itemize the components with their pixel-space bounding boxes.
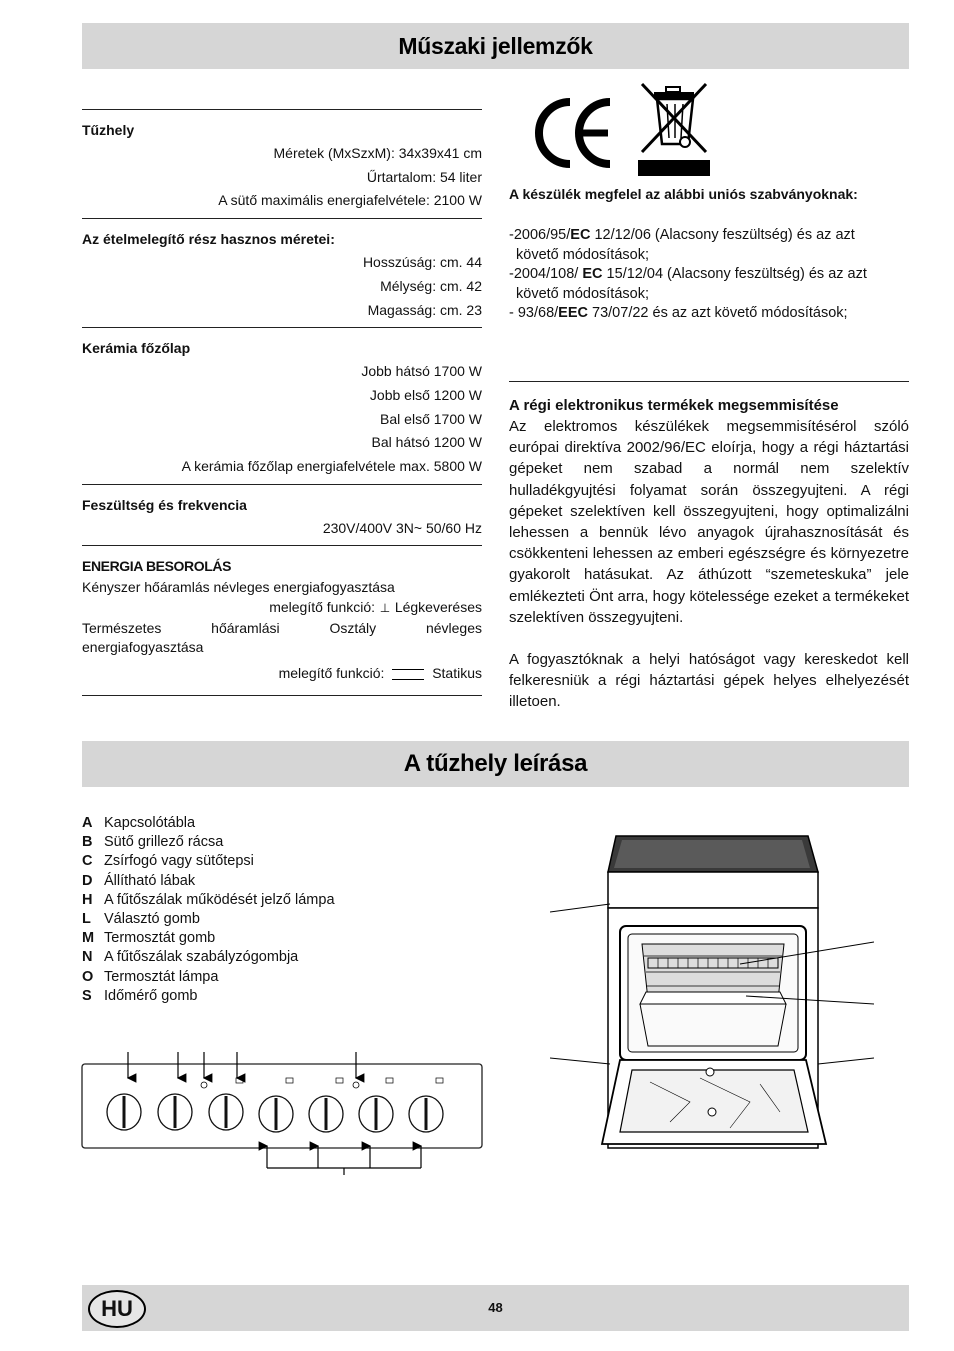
spec-line: A sütő maximális energiafelvétele: 2100 W — [218, 192, 482, 209]
spec-line: 230V/400V 3N~ 50/60 Hz — [322, 519, 482, 536]
spec-line: Mélység: cm. 42 — [380, 277, 482, 294]
energy-func-label: melegítő funkció: — [269, 599, 376, 616]
std-rest: 15/12/04 (Alacsony feszültség) és az azt — [602, 266, 867, 282]
legend-key: H — [82, 891, 93, 908]
legend-key: B — [82, 834, 93, 851]
compliance-statement: A készülék megfelel az alábbi uniós szabványoknak: — [509, 186, 858, 202]
disposal-paragraph: A fogyasztóknak a helyi hatóságot vagy kereskedot kell felkeresniük a régi háztartási gépek helyes elhelyezését illetoen. — [509, 651, 909, 711]
spec-line: Magasság: cm. 23 — [367, 301, 482, 318]
cooker-diagram — [550, 832, 874, 1154]
legend-label: Kapcsolótábla — [104, 815, 196, 831]
legend-item — [82, 948, 335, 967]
spec-line: Méretek (MxSzxM): 34x39x41 cm — [273, 145, 482, 161]
energy-func-mode: Légkeveréses — [394, 599, 482, 616]
hob-knob[interactable] — [409, 1096, 443, 1132]
legend-item — [82, 891, 335, 910]
static-symbol-icon — [392, 669, 424, 680]
legend-key: L — [82, 911, 91, 928]
legend-label: Időmérő gomb — [104, 987, 198, 1004]
energy-func-mode: Statikus — [432, 665, 482, 682]
std-rest: 12/12/06 (Alacsony feszültség) és az azt — [590, 227, 855, 243]
legend-key: N — [82, 949, 93, 966]
legend-item — [82, 852, 335, 871]
disposal-paragraph: Az elektromos készülékek megsemmisítésérol szóló európai direktíva 2002/96/EC eloírja, hogy a régi háztartási gépeket nem szabad a normál nem szelektív hulladékgyujtési folyamat során összegyujteni. A régi gépeket szelektíven kell összegyujteni, hogy optimalizálni lehessen a bennük lévo anyagok újrahasznosítását és csökkenteni lehessen az emberi egészségre és környezetre gyakorolt hatásukat. Az áthúzott “szemeteskuka” jele emlékezteti Önt arra, hogy kötelessége ezeket a termékeket szelektíven összegyujteni. — [509, 418, 909, 626]
voltage-heading: Feszültség és frekvencia — [82, 496, 247, 513]
legend-key: M — [82, 930, 95, 947]
hob-section — [82, 327, 482, 484]
hob-knob[interactable] — [309, 1096, 343, 1132]
legend-item — [82, 910, 335, 929]
energy-line — [82, 596, 482, 619]
disposal-block — [509, 381, 909, 713]
std-rest: 73/07/22 és az azt követő módosítások; — [588, 305, 848, 321]
selector-knob[interactable] — [158, 1094, 192, 1130]
legend-item — [82, 872, 335, 891]
energy-line: energiafogyasztása — [82, 639, 204, 656]
energy-line: Természetes hőáramlási Osztály névleges — [82, 620, 482, 637]
spec-line: Hosszúság: cm. 44 — [362, 254, 482, 271]
marks-graphic — [514, 82, 710, 178]
legend-label: A fűtőszálak működését jelző lámpa — [104, 891, 335, 908]
spec-line: Jobb hátsó 1700 W — [361, 363, 482, 380]
footer-band — [82, 1285, 909, 1331]
legend-key: S — [82, 987, 92, 1004]
control-panel-diagram — [80, 1048, 486, 1178]
description-band — [82, 741, 909, 787]
legend-item — [82, 987, 335, 1006]
std-prefix: -2006/95/ — [509, 227, 571, 243]
legend-key: D — [82, 872, 93, 889]
legend-key: C — [82, 853, 93, 870]
std-prefix: -2004/108/ — [509, 266, 583, 282]
energy-line — [82, 662, 482, 686]
energy-section — [82, 545, 482, 696]
legend-item — [82, 968, 335, 987]
legend-key: O — [82, 968, 94, 985]
spec-line: Űrtartalom: 54 liter — [366, 168, 482, 185]
thermostat-knob[interactable] — [209, 1094, 243, 1130]
legend-label: Választó gomb — [104, 911, 200, 928]
section-title: A tűzhely leírása — [403, 750, 588, 777]
disposal-heading: A régi elektronikus termékek megsemmisítése — [509, 397, 839, 414]
hob-knob[interactable] — [259, 1096, 293, 1132]
standard-item — [509, 265, 909, 285]
drip-tray — [640, 992, 786, 1004]
standards-list — [509, 226, 909, 324]
hob-knob[interactable] — [359, 1096, 393, 1132]
spec-line: Jobb első 1200 W — [369, 386, 482, 403]
page-number: 48 — [488, 1300, 503, 1315]
stove-section — [82, 109, 482, 218]
legend-label: Termosztát gomb — [104, 930, 216, 947]
compliance-block — [509, 186, 909, 324]
timer-knob[interactable] — [107, 1094, 141, 1130]
control-strip — [608, 872, 818, 908]
energy-line: Kényszer hőáramlás névleges energiafogyasztása — [82, 579, 395, 596]
page-title: Műszaki jellemzők — [398, 33, 593, 59]
energy-heading: ENERGIA BESOROLÁS — [82, 558, 232, 575]
std-code: EEC — [558, 305, 588, 321]
spec-line: A kerámia főzőlap energiafelvétele max. 5800 W — [181, 458, 482, 475]
tech-specs — [82, 109, 482, 696]
std-cont: követő módosítások; — [516, 246, 649, 263]
std-prefix: - 93/68/ — [509, 305, 559, 321]
fan-symbol-icon: ⊥ — [379, 601, 391, 616]
parts-legend — [82, 814, 335, 1006]
legend-item — [82, 929, 335, 948]
legend-label: Sütő grillező rácsa — [104, 834, 224, 851]
std-cont: követő módosítások; — [516, 285, 649, 302]
crossed-bin-icon — [638, 84, 710, 176]
standard-item — [509, 226, 909, 246]
legend-item — [82, 814, 335, 833]
legend-key: A — [82, 815, 93, 831]
legend-item — [82, 833, 335, 852]
title-band — [82, 23, 909, 69]
voltage-section — [82, 484, 482, 546]
standard-item — [509, 304, 909, 324]
warmer-section — [82, 218, 482, 327]
std-code: EC — [582, 266, 603, 282]
std-code: EC — [570, 227, 591, 243]
spec-line: Bal első 1700 W — [380, 410, 482, 427]
legend-label: Zsírfogó vagy sütőtepsi — [104, 853, 254, 870]
warmer-heading: Az ételmelegítő rész hasznos méretei: — [82, 231, 335, 248]
hob-heading: Kerámia főzőlap — [82, 340, 191, 357]
energy-func-label: melegítő funkció: — [278, 665, 385, 682]
ce-mark-icon — [539, 102, 610, 164]
stove-heading: Tűzhely — [82, 122, 135, 138]
legend-label: A fűtőszálak szabályzógombja — [104, 949, 299, 966]
legend-label: Állítható lábak — [104, 872, 196, 889]
legend-label: Termosztát lámpa — [104, 968, 219, 985]
language-badge: HU — [88, 1290, 146, 1328]
spec-line: Bal hátsó 1200 W — [371, 434, 482, 451]
